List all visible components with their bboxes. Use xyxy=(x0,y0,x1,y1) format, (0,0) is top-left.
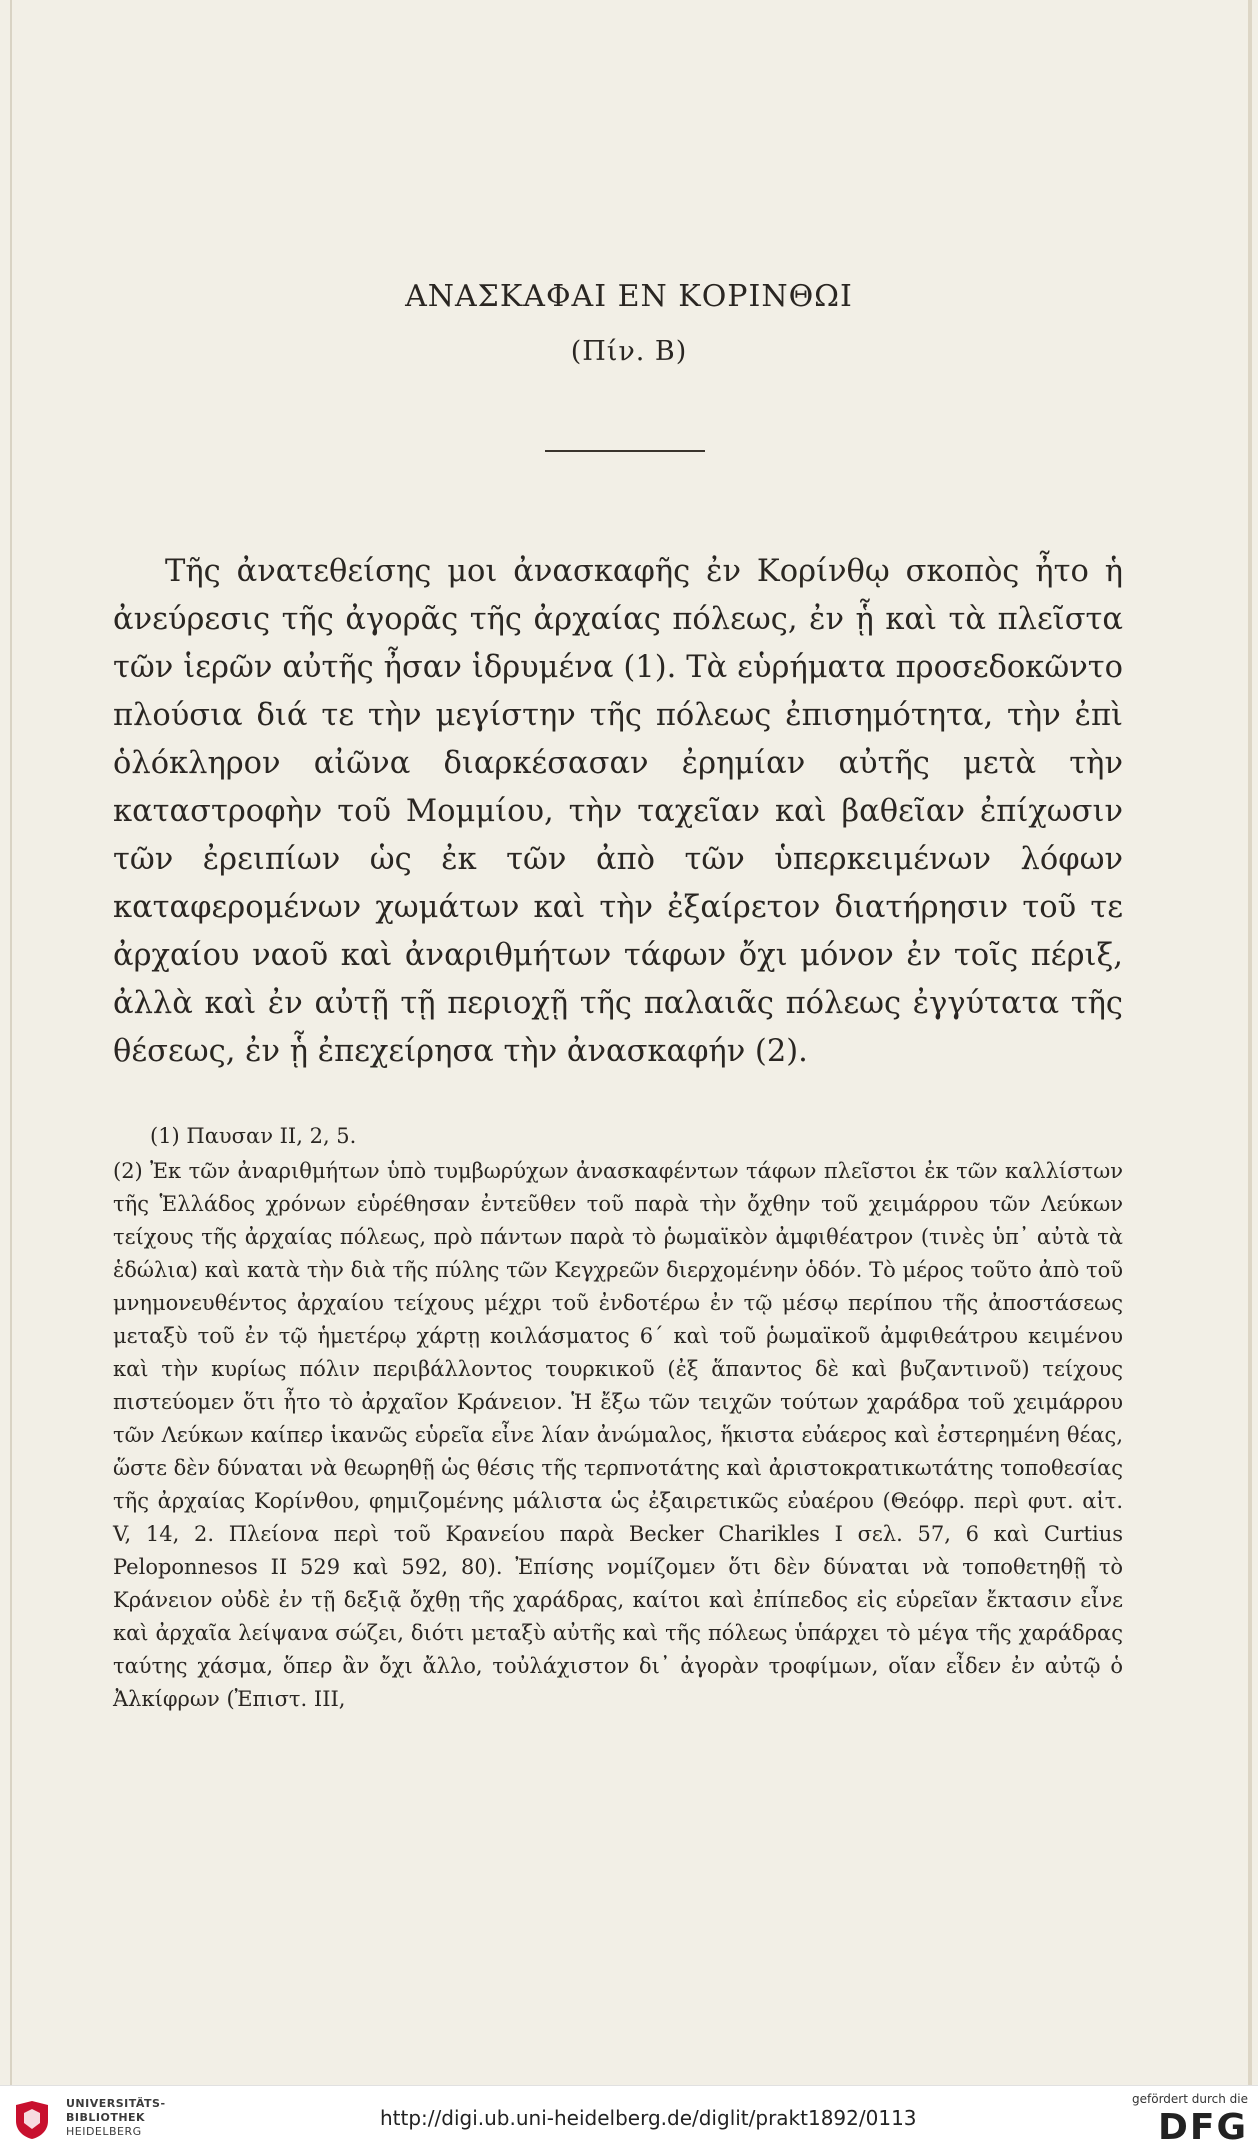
article-title: ΑΝΑΣΚΑΦΑΙ ΕΝ ΚΟΡΙΝΘΩΙ xyxy=(405,279,853,314)
university-seal-icon xyxy=(12,2099,52,2141)
uni-name-line2: BIBLIOTHEK xyxy=(66,2111,146,2124)
university-library-name xyxy=(66,2097,166,2139)
footnote-1: (1) Παυσαν ΙΙ, 2, 5. xyxy=(150,1124,357,1148)
footnotes xyxy=(113,1120,1123,1716)
funding-note: gefördert durch die xyxy=(1132,2092,1248,2106)
uni-name-line1: UNIVERSITÄTS- xyxy=(66,2097,166,2110)
plate-reference: (Πίν. Β) xyxy=(570,336,688,367)
uni-name-line3: HEIDELBERG xyxy=(66,2125,142,2138)
title-divider xyxy=(545,450,705,452)
permalink[interactable]: http://digi.ub.uni-heidelberg.de/diglit/prakt1892/0113 xyxy=(380,2106,917,2130)
digitization-footer xyxy=(0,2085,1258,2153)
dfg-logo: DFG xyxy=(1157,2107,1248,2148)
main-paragraph: Τῆς ἀνατεθείσης μοι ἀνασκαφῆς ἐν Κορίνθῳ σκοπὸς ἦτο ἡ ἀνεύρεσις τῆς ἀγορᾶς τῆς ἀρχαίας πόλεως, ἐν ᾗ καὶ τὰ πλεῖστα τῶν ἱερῶν αὐτῆς ἦσαν ἱδρυμένα (1). Τὰ εὑρήματα προσεδοκῶντο πλούσια διά τε τὴν μεγίστην τῆς πόλεως ἐπισημότητα, τὴν ἐπὶ ὁλόκληρον αἰῶνα διαρκέσασαν ἐρημίαν αὐτῆς μετὰ τὴν καταστροφὴν τοῦ Μομμίου, τὴν ταχεῖαν καὶ βαθεῖαν ἐπίχωσιν τῶν ἐρειπίων ὡς ἐκ τῶν ἀπὸ τῶν ὑπερκειμένων λόφων καταφερομένων χωμάτων καὶ τὴν ἐξαίρετον διατήρησιν τοῦ τε ἀρχαίου ναοῦ καὶ ἀναριθμήτων τάφων ὄχι μόνον ἐν τοῖς πέριξ, ἀλλὰ καὶ ἐν αὐτῇ τῇ περιοχῇ τῆς παλαιᾶς πόλεως ἐγγύτατα τῆς θέσεως, ἐν ᾗ ἐπεχείρησα τὴν ἀνασκαφήν (2). xyxy=(113,554,1123,1069)
footnote-2: (2) Ἐκ τῶν ἀναριθμήτων ὑπὸ τυμβωρύχων ἀνασκαφέντων τάφων πλεῖστοι ἐκ τῶν καλλίστων τῆς Ἑλλάδος χρόνων εὑρέθησαν ἐντεῦθεν τοῦ παρὰ τὴν ὄχθην τοῦ χειμάρρου τῶν Λεύκων τείχους τῆς ἀρχαίας πόλεως, πρὸ πάντων παρὰ τὸ ῥωμαϊκὸν ἀμφιθέατρον (τινὲς ὑπ᾽ αὐτὰ τὰ ἑδώλια) καὶ κατὰ τὴν διὰ τῆς πύλης τῶν Κεγχρεῶν διερχομένην ὁδόν. Τὸ μέρος τοῦτο ἀπὸ τοῦ μνημονευθέντος ἀρχαίου τείχους μέχρι τοῦ ἐνδοτέρω ἐν τῷ μέσῳ περίπου τῆς ἀποστάσεως μεταξὺ τοῦ ἐν τῷ ἡμετέρῳ χάρτῃ κοιλάσματος 6΄ καὶ τοῦ ῥωμαϊκοῦ ἀμφιθεάτρου κειμένου καὶ τὴν κυρίως πόλιν περιβάλλοντος τουρκικοῦ (ἐξ ἅπαντος δὲ καὶ βυζαντινοῦ) τείχους πιστεύομεν ὅτι ἦτο τὸ ἀρχαῖον Κράνειον. Ἡ ἔξω τῶν τειχῶν τούτων χαράδρα τοῦ χειμάρρου τῶν Λεύκων καίπερ ἱκανῶς εὑρεῖα εἶνε λίαν ἀνώμαλος, ἥκιστα εὐάερος καὶ ἐστερημένη θέας, ὥστε δὲν δύναται νὰ θεωρηθῇ ὡς θέσις τῆς τερπνοτάτης καὶ ἀριστοκρατικωτάτης τοποθεσίας τῆς ἀρχαίας Κορίνθου, φημιζομένης μάλιστα ὡς ἐξαιρετικῶς εὐαέρου (Θεόφρ. περὶ φυτ. αἰτ. V, 14, 2. Πλείονα περὶ τοῦ Κρανείου παρὰ Becker Charikles I σελ. 57, 6 καὶ Curtius Peloponnesos II 529 καὶ 592, 80). Ἐπίσης νομίζομεν ὅτι δὲν δύναται νὰ τοποθετηθῇ τὸ Κράνειον οὐδὲ ἐν τῇ δεξιᾷ ὄχθῃ τῆς χαράδρας, καίτοι καὶ ἐπίπεδος εἰς εὑρεῖαν ἔκτασιν εἶνε καὶ ἀρχαῖα λείψανα σώζει, διότι μεταξὺ αὐτῆς καὶ τῆς πόλεως ὑπάρχει τὸ μέγα τῆς χαράδρας ταύτης χάσμα, ὅπερ ἂν ὄχι ἄλλο, τοὐλάχιστον δι᾽ ἀγορὰν τροφίμων, οἵαν εἶδεν ἐν αὐτῷ ὁ Ἀλκίφρων (Ἐπιστ. ΙΙΙ, xyxy=(113,1159,1123,1711)
